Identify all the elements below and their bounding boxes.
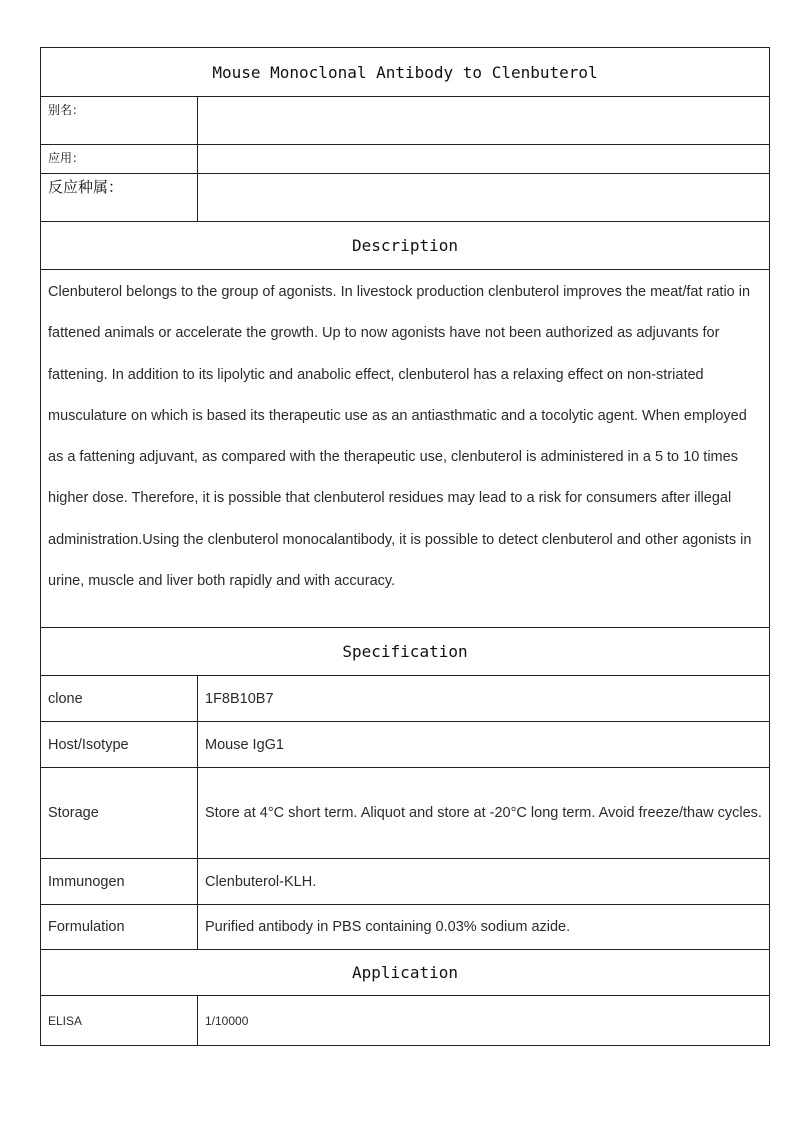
reactivity-value	[198, 174, 770, 222]
application-heading: Application	[41, 950, 770, 996]
application-value	[198, 145, 770, 174]
spec-row-host	[41, 722, 770, 768]
spec-value: Purified antibody in PBS containing 0.03% sodium azide.	[198, 905, 770, 950]
application-method: ELISA	[41, 996, 198, 1046]
specification-heading: Specification	[41, 628, 770, 676]
reactivity-label: 反应种属：	[41, 174, 198, 222]
application-heading-row	[41, 950, 770, 996]
spec-row-storage	[41, 768, 770, 859]
spec-value: Mouse IgG1	[198, 722, 770, 768]
spec-label: clone	[41, 676, 198, 722]
spec-label: Storage	[41, 768, 198, 859]
alias-label: 别名：	[41, 97, 198, 145]
spec-row-formulation	[41, 905, 770, 950]
description-heading: Description	[41, 222, 770, 270]
application-dilution: 1/10000	[198, 996, 770, 1046]
application-label: 应用：	[41, 145, 198, 174]
meta-row-application	[41, 145, 770, 174]
title-row	[41, 48, 770, 97]
spec-row-clone	[41, 676, 770, 722]
spec-label: Formulation	[41, 905, 198, 950]
spec-value: Store at 4°C short term. Aliquot and store at -20°C long term. Avoid freeze/thaw cycles.	[198, 768, 770, 859]
description-row	[41, 270, 770, 628]
spec-value: 1F8B10B7	[198, 676, 770, 722]
page-title: Mouse Monoclonal Antibody to Clenbuterol	[41, 48, 770, 97]
description-text: Clenbuterol belongs to the group of agonists. In livestock production clenbuterol improves the meat/fat ratio in fattened animals or accelerate the growth. Up to now agonists have not been authorized as adjuvants for fattening. In addition to its lipolytic and anabolic effect, clenbuterol has a relaxing effect on non-striated musculature on which is based its therapeutic use as an antiasthmatic and a tocolytic agent. When employed as a fattening adjuvant, as compared with the therapeutic use, clenbuterol is administered in a 5 to 10 times higher dose. Therefore, it is possible that clenbuterol residues may lead to a risk for consumers after illegal administration.Using the clenbuterol monocalantibody, it is possible to detect clenbuterol and other agonists in urine, muscle and liver both rapidly and with accuracy.	[41, 270, 770, 628]
specification-heading-row	[41, 628, 770, 676]
meta-row-reactivity	[41, 174, 770, 222]
spec-label: Immunogen	[41, 859, 198, 905]
spec-row-immunogen	[41, 859, 770, 905]
description-heading-row	[41, 222, 770, 270]
meta-row-alias	[41, 97, 770, 145]
spec-label: Host/Isotype	[41, 722, 198, 768]
alias-value	[198, 97, 770, 145]
application-row-elisa	[41, 996, 770, 1046]
datasheet-table	[40, 47, 770, 1046]
spec-value: Clenbuterol-KLH.	[198, 859, 770, 905]
